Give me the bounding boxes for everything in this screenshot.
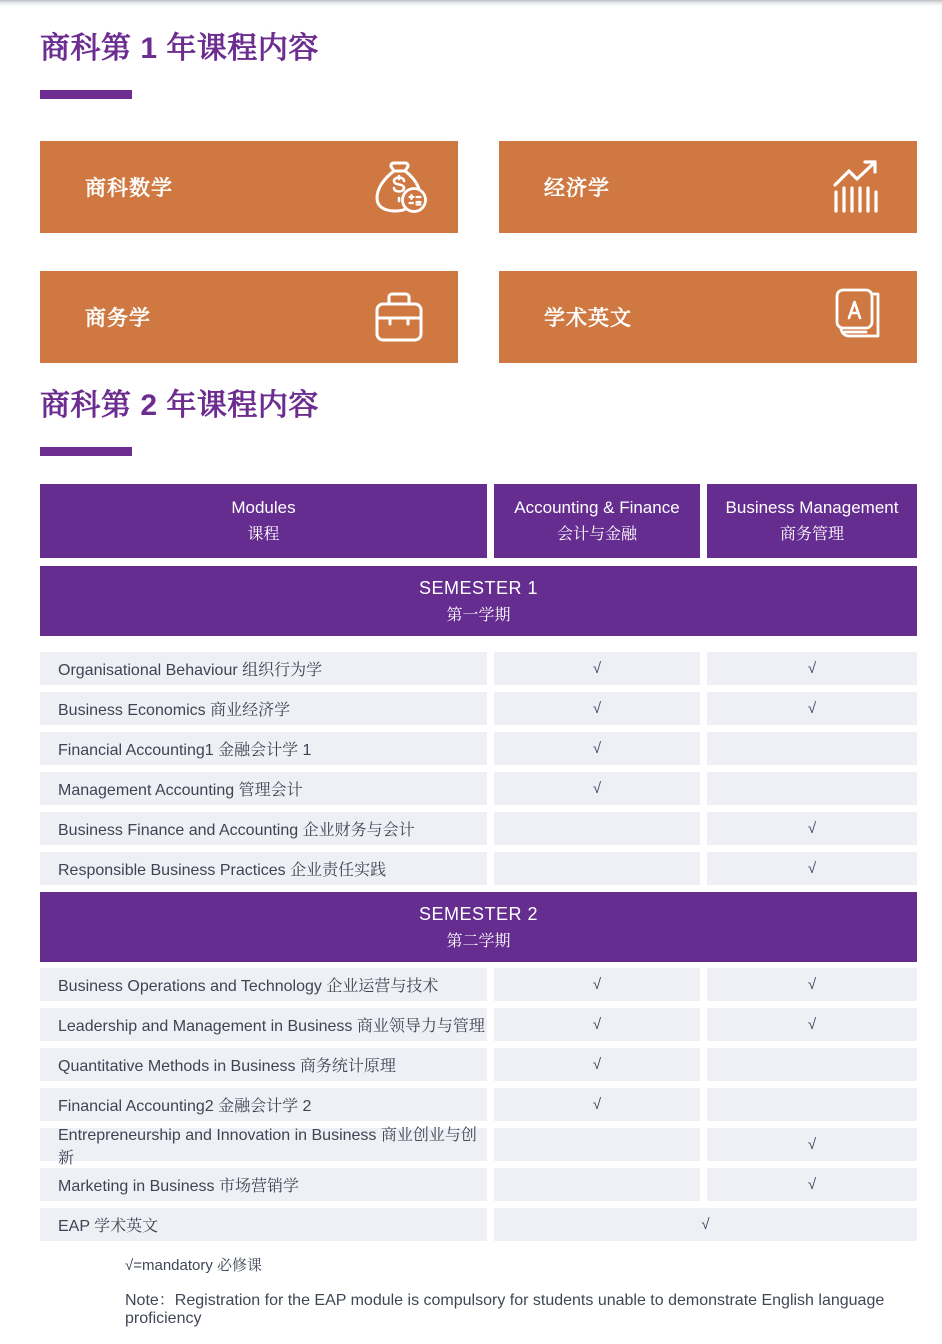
table-row bbox=[40, 732, 917, 765]
academic-book-icon bbox=[827, 286, 889, 348]
bm-check-cell: √ bbox=[707, 1128, 917, 1161]
table-row bbox=[40, 1048, 917, 1081]
bm-check-cell bbox=[707, 1088, 917, 1121]
briefcase-icon bbox=[368, 286, 430, 348]
semester-1-title-en: SEMESTER 1 bbox=[418, 577, 539, 598]
growth-chart-icon bbox=[827, 156, 889, 218]
table-row bbox=[40, 692, 917, 725]
header-business-management bbox=[707, 484, 917, 558]
mandatory-legend: √=mandatory 必修课 bbox=[125, 1257, 263, 1274]
header-modules-zh: 课程 bbox=[247, 526, 280, 543]
money-bag-calculator-icon bbox=[368, 156, 430, 218]
table-row bbox=[40, 852, 917, 885]
module-cell: Financial Accounting1 金融会计学 1 bbox=[40, 732, 487, 765]
card-label: 商科数学 bbox=[85, 177, 173, 200]
table-row bbox=[40, 1168, 917, 1201]
af-check-cell: √ bbox=[494, 1088, 700, 1121]
header-bm-zh: 商务管理 bbox=[779, 526, 844, 543]
card-label: 经济学 bbox=[544, 177, 610, 200]
af-check-cell: √ bbox=[494, 1008, 700, 1041]
module-cell: Financial Accounting2 金融会计学 2 bbox=[40, 1088, 487, 1121]
af-check-cell: √ bbox=[494, 652, 700, 685]
af-check-cell bbox=[494, 1168, 700, 1201]
bm-check-cell: √ bbox=[707, 652, 917, 685]
merged-check-cell: √ bbox=[494, 1208, 917, 1241]
module-cell: Business Finance and Accounting 企业财务与会计 bbox=[40, 812, 487, 845]
bm-check-cell: √ bbox=[707, 968, 917, 1001]
af-check-cell bbox=[494, 1128, 700, 1161]
module-cell: Management Accounting 管理会计 bbox=[40, 772, 487, 805]
table-row bbox=[40, 652, 917, 685]
card-business-maths bbox=[40, 141, 458, 233]
semester-2-title-en: SEMESTER 2 bbox=[418, 903, 539, 924]
bm-check-cell: √ bbox=[707, 1168, 917, 1201]
bm-check-cell bbox=[707, 732, 917, 765]
table-row bbox=[40, 812, 917, 845]
header-modules bbox=[40, 484, 487, 558]
table-row bbox=[40, 772, 917, 805]
header-af-zh: 会计与金融 bbox=[556, 526, 637, 543]
bm-check-cell: √ bbox=[707, 1008, 917, 1041]
card-label: 学术英文 bbox=[544, 307, 632, 330]
year2-section-title: 商科第 2 年课程内容 bbox=[40, 389, 319, 422]
module-cell: Business Operations and Technology 企业运营与技术 bbox=[40, 968, 487, 1001]
module-cell: Responsible Business Practices 企业责任实践 bbox=[40, 852, 487, 885]
table-row bbox=[40, 1126, 917, 1167]
table-row bbox=[40, 1088, 917, 1121]
module-cell: Business Economics 商业经济学 bbox=[40, 692, 487, 725]
semester-1-bar bbox=[40, 566, 917, 636]
bm-check-cell: √ bbox=[707, 812, 917, 845]
year2-title-underline bbox=[40, 447, 132, 456]
module-cell: Quantitative Methods in Business 商务统计原理 bbox=[40, 1048, 487, 1081]
table-row bbox=[40, 968, 917, 1001]
semester-2-title-zh: 第二学期 bbox=[446, 932, 511, 950]
header-af-en: Accounting & Finance bbox=[514, 498, 680, 517]
af-check-cell bbox=[494, 852, 700, 885]
table-row bbox=[40, 1008, 917, 1041]
bm-check-cell bbox=[707, 1048, 917, 1081]
af-check-cell: √ bbox=[494, 732, 700, 765]
bm-check-cell bbox=[707, 772, 917, 805]
card-business-studies bbox=[40, 271, 458, 363]
af-check-cell: √ bbox=[494, 692, 700, 725]
header-accounting-finance bbox=[494, 484, 700, 558]
af-check-cell: √ bbox=[494, 772, 700, 805]
year1-title-underline bbox=[40, 90, 132, 99]
header-bm-en: Business Management bbox=[725, 498, 899, 517]
year1-section-title: 商科第 1 年课程内容 bbox=[40, 32, 319, 65]
table-row-eap bbox=[40, 1208, 917, 1241]
module-cell: Organisational Behaviour 组织行为学 bbox=[40, 652, 487, 685]
eap-note: Note：Registration for the EAP module is compulsory for students unable to demonstrate English language proficiency bbox=[125, 1292, 885, 1327]
card-academic-english bbox=[499, 271, 917, 363]
module-cell: Entrepreneurship and Innovation in Business 商业创业与创新 bbox=[40, 1128, 487, 1161]
module-cell: Marketing in Business 市场营销学 bbox=[40, 1168, 487, 1201]
year1-course-cards bbox=[40, 141, 917, 363]
header-modules-en: Modules bbox=[231, 498, 296, 517]
bm-check-cell: √ bbox=[707, 852, 917, 885]
page-top-divider bbox=[0, 0, 942, 6]
card-label: 商务学 bbox=[85, 307, 151, 330]
af-check-cell: √ bbox=[494, 1048, 700, 1081]
semester-2-bar bbox=[40, 892, 917, 962]
table-header-row bbox=[40, 484, 917, 558]
module-cell: Leadership and Management in Business 商业领导力与管理 bbox=[40, 1008, 487, 1041]
card-economics bbox=[499, 141, 917, 233]
bm-check-cell: √ bbox=[707, 692, 917, 725]
year2-course-table bbox=[40, 484, 917, 1328]
module-cell: EAP 学术英文 bbox=[40, 1208, 487, 1241]
semester-1-title-zh: 第一学期 bbox=[446, 606, 511, 624]
af-check-cell bbox=[494, 812, 700, 845]
af-check-cell: √ bbox=[494, 968, 700, 1001]
